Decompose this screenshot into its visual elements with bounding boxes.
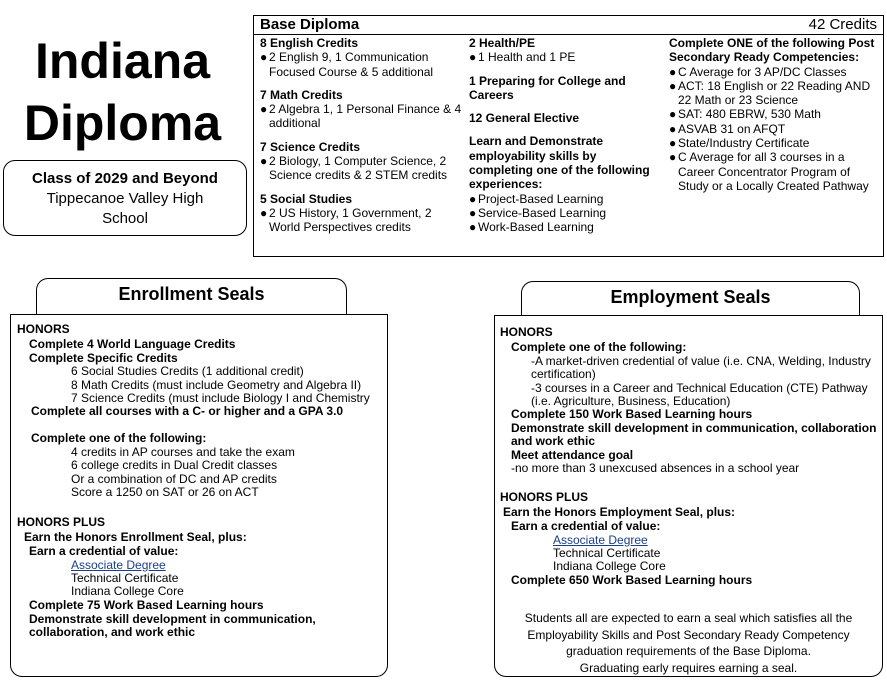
bullet-icon: ● <box>669 136 677 151</box>
class-box <box>3 160 247 236</box>
prep-credit: 1 Preparing for College and Careers <box>469 73 626 102</box>
bullet-icon: ● <box>469 205 477 220</box>
employment-honors-plus-title: HONORS PLUS <box>500 490 589 504</box>
math-detail: 2 Algebra 1, 1 Personal Finance & 4 additional <box>269 102 462 131</box>
competency-item: ASVAB 31 on AFQT <box>678 121 786 136</box>
health-heading: 2 Health/PE <box>469 36 536 50</box>
employment-attendance: Meet attendance goal <box>511 448 634 462</box>
base-diploma-credits: 42 Credits <box>808 16 877 33</box>
diploma-column-other <box>469 36 659 235</box>
english-section <box>260 36 462 79</box>
math-section <box>260 88 462 131</box>
enrollment-world-language: Complete 4 World Language Credits <box>29 337 236 351</box>
enrollment-specific-credits: Complete Specific Credits <box>29 351 178 365</box>
credential-item: Technical Certificate <box>553 546 661 560</box>
bullet-icon: ● <box>469 220 477 235</box>
science-heading: 7 Science Credits <box>260 139 361 154</box>
employment-seals-tab: Employment Seals <box>521 281 860 315</box>
enrollment-honors-plus-title: HONORS PLUS <box>17 515 106 529</box>
enrollment-plus-earn: Earn the Honors Enrollment Seal, plus: <box>24 530 247 544</box>
base-diploma-box <box>253 15 884 257</box>
title-line-2: Diploma <box>23 95 222 151</box>
credential-item: Indiana College Core <box>553 559 666 573</box>
diploma-column-competencies <box>669 36 881 193</box>
enrollment-one-of: Complete one of the following: <box>31 431 207 445</box>
specific-credit-item: 7 Science Credits (must include Biology I and Chemistry <box>71 391 370 405</box>
base-diploma-title: Base Diploma <box>260 16 360 33</box>
social-studies-detail: 2 US History, 1 Government, 2 World Perspectives credits <box>269 205 432 235</box>
employment-option-2-cont: (i.e. Agriculture, Business, Education) <box>531 394 731 408</box>
english-detail: 2 English 9, 1 Communication Focused Course & 5 additional <box>269 50 434 79</box>
bullet-icon: ● <box>260 50 268 65</box>
experience-item: Work-Based Learning <box>478 220 594 235</box>
competency-item: SAT: 480 EBRW, 530 Math <box>678 107 821 122</box>
enrollment-gpa: Complete all courses with a C- or higher and a GPA 3.0 <box>31 404 344 418</box>
employment-option-2: -3 courses in a Career and Technical Education (CTE) Pathway <box>531 381 868 395</box>
credential-item: Indiana College Core <box>71 584 184 598</box>
school-name-line-2: School <box>102 210 148 227</box>
competency-item: C Average for 3 AP/DC Classes <box>678 64 847 79</box>
bullet-icon: ● <box>469 191 477 206</box>
one-of-item: 4 credits in AP courses and take the exam <box>71 445 295 459</box>
employment-demo-2: and work ethic <box>511 434 596 448</box>
employment-absences: -no more than 3 unexcused absences in a school year <box>511 461 800 475</box>
credential-item: Technical Certificate <box>71 571 179 585</box>
science-detail: 2 Biology, 1 Computer Science, 2 Science credits & 2 STEM credits <box>269 154 448 183</box>
social-studies-section <box>260 192 462 235</box>
employment-one-of: Complete one of the following: <box>511 340 687 354</box>
enrollment-plus-demo-2: collaboration, and work ethic <box>29 625 196 639</box>
one-of-item: Score a 1250 on SAT or 26 on ACT <box>71 485 259 499</box>
title-line-1: Indiana <box>34 33 211 89</box>
associate-degree-link[interactable]: Associate Degree <box>71 558 166 572</box>
general-elective: 12 General Elective <box>469 111 580 126</box>
enrollment-plus-demo: Demonstrate skill development in communication, <box>29 612 316 626</box>
employment-honors-title: HONORS <box>500 325 553 339</box>
enrollment-honors-title: HONORS <box>17 322 70 336</box>
bullet-icon: ● <box>260 102 268 117</box>
competency-item: C Average for all 3 courses in a Career Concentrator Program of Study or a Locally Created Pathway <box>678 150 869 193</box>
bullet-icon: ● <box>469 50 477 65</box>
employment-wbl: Complete 150 Work Based Learning hours <box>511 407 753 421</box>
enrollment-plus-credential: Earn a credential of value: <box>29 544 179 558</box>
page-title <box>10 30 235 154</box>
competency-item: ACT: 18 English or 22 Reading AND 22 Math or 23 Science <box>678 78 871 108</box>
specific-credit-item: 6 Social Studies Credits (1 additional credit) <box>71 364 304 378</box>
associate-degree-link[interactable]: Associate Degree <box>553 533 648 547</box>
note-line: Employability Skills and Post Secondary Ready Competency <box>527 627 850 642</box>
employment-plus-wbl: Complete 650 Work Based Learning hours <box>511 573 753 587</box>
enrollment-seals-box <box>10 314 388 677</box>
specific-credit-item: 8 Math Credits (must include Geometry and Algebra II) <box>71 378 362 392</box>
one-of-item: Or a combination of DC and AP credits <box>71 472 277 486</box>
employment-demo: Demonstrate skill development in communication, collaboration <box>511 421 877 435</box>
employability-heading: Learn and Demonstrate employability skills by completing one of the following experiences: <box>469 134 650 192</box>
employment-option-1: -A market-driven credential of value (i.e. CNA, Welding, Industry <box>531 354 871 368</box>
note-line: Students all are expected to earn a seal which satisfies all the <box>524 611 853 625</box>
math-heading: 7 Math Credits <box>260 87 343 102</box>
enrollment-seals-tab: Enrollment Seals <box>36 278 347 314</box>
bullet-icon: ● <box>669 150 677 165</box>
science-section <box>260 140 462 183</box>
school-name-line-1: Tippecanoe Valley High <box>46 190 204 207</box>
english-heading: 8 English Credits <box>260 36 359 50</box>
enrollment-plus-wbl: Complete 75 Work Based Learning hours <box>29 598 264 612</box>
employment-seals-box <box>494 315 883 677</box>
employment-plus-credential: Earn a credential of value: <box>511 519 661 533</box>
experience-item: Project-Based Learning <box>478 191 604 206</box>
health-detail: 1 Health and 1 PE <box>478 50 576 65</box>
bullet-icon: ● <box>669 121 677 136</box>
bullet-icon: ● <box>260 205 268 220</box>
note-line: graduation requirements of the Base Diploma. <box>566 644 811 658</box>
class-year: Class of 2029 and Beyond <box>32 170 218 187</box>
diploma-column-core <box>260 36 462 235</box>
social-studies-heading: 5 Social Studies <box>260 191 353 206</box>
bullet-icon: ● <box>669 107 677 122</box>
competency-item: State/Industry Certificate <box>678 136 810 151</box>
competencies-heading: Complete ONE of the following Post Secondary Ready Competencies: <box>669 36 875 65</box>
experience-item: Service-Based Learning <box>478 205 607 220</box>
bullet-icon: ● <box>669 78 677 93</box>
graduation-note <box>495 610 882 676</box>
base-diploma-header <box>254 16 883 35</box>
employment-option-1-cont: certification) <box>531 367 596 381</box>
bullet-icon: ● <box>669 64 677 79</box>
one-of-item: 6 college credits in Dual Credit classes <box>71 458 278 472</box>
bullet-icon: ● <box>260 154 268 169</box>
employment-plus-earn: Earn the Honors Employment Seal, plus: <box>503 505 736 519</box>
note-line: Graduating early requires earning a seal. <box>579 660 798 675</box>
